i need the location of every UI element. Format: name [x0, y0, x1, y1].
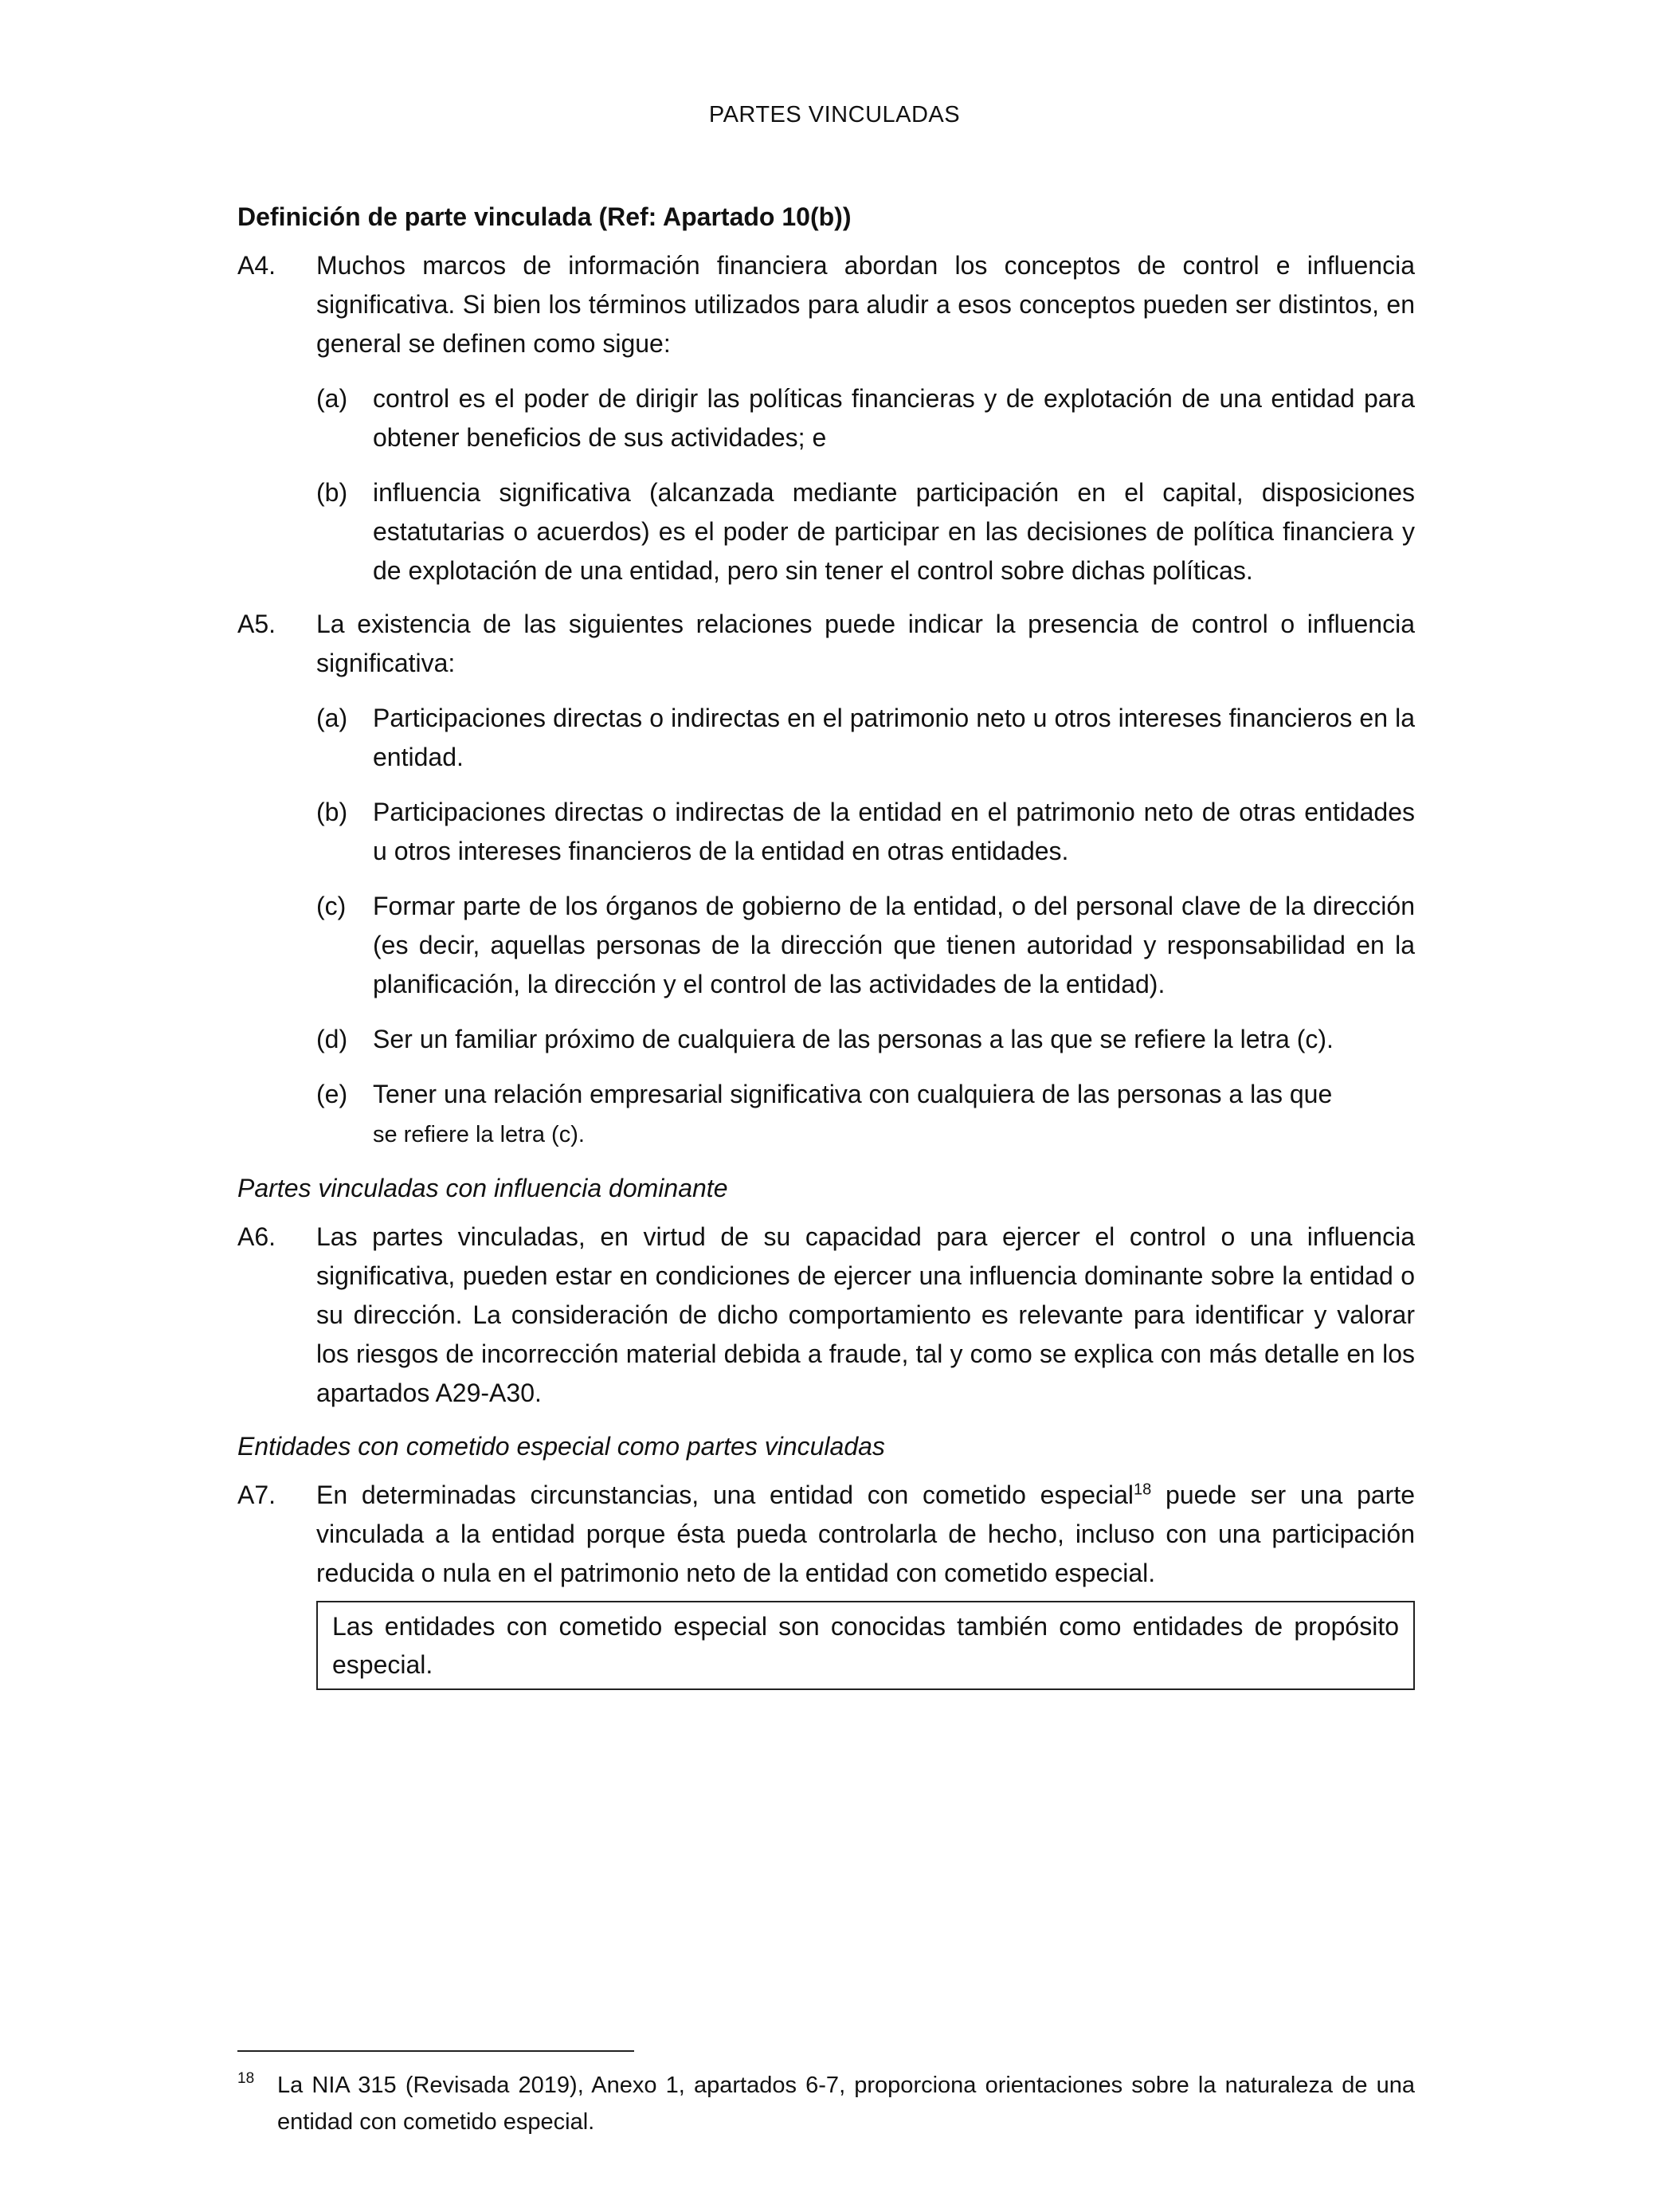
paragraph-body — [316, 1218, 1415, 1413]
list-item-letter: (b) — [316, 478, 348, 507]
list-item-text: control es el poder de dirigir las políticas financieras y de explotación de una entidad para obtener beneficios de sus actividades; e — [373, 384, 1415, 452]
paragraph-number: A4. — [237, 251, 276, 280]
list-item — [316, 379, 1415, 457]
paragraph-number: A6. — [237, 1222, 276, 1251]
paragraph-a7 — [237, 1476, 1415, 1690]
list-item-text: Formar parte de los órganos de gobierno de la entidad, o del personal clave de la dirección (es decir, aquellas personas de la dirección que tienen autoridad y responsabilidad en la planificación, la dirección y el control de las actividades de la entidad). — [373, 892, 1415, 998]
paragraph-a5 — [237, 605, 1415, 1155]
list-item — [316, 1020, 1415, 1059]
list-item-text: Ser un familiar próximo de cualquiera de las personas a las que se refiere la letra (c). — [373, 1025, 1334, 1053]
footnote-reference[interactable]: 18 — [1134, 1481, 1152, 1499]
footnote-text: La NIA 315 (Revisada 2019), Anexo 1, apartados 6-7, proporciona orientaciones sobre la naturaleza de una entidad con cometido especial. — [277, 2073, 1415, 2135]
list-item-text — [373, 1075, 1415, 1155]
list-item — [316, 887, 1415, 1004]
boxed-note: Las entidades con cometido especial son conocidas también como entidades de propósito especial. — [316, 1601, 1415, 1690]
footnote — [237, 2067, 1415, 2140]
paragraph-text-before-ref: En determinadas circunstancias, una entidad con cometido especial — [316, 1481, 1134, 1509]
section-heading-definition: Definición de parte vinculada (Ref: Apartado 10(b)) — [237, 202, 852, 231]
list-item-letter: (e) — [316, 1080, 348, 1108]
list-item-letter: (a) — [316, 384, 348, 413]
list-item-text: influencia significativa (alcanzada mediante participación en el capital, disposiciones estatutarias o acuerdos) es el poder de participar en las decisiones de política financiera y de explotación de una entidad, pero sin tener el control sobre dichas políticas. — [373, 478, 1415, 585]
list-item-letter: (b) — [316, 798, 348, 826]
running-header: PARTES VINCULADAS — [708, 102, 961, 127]
paragraph-a4 — [237, 246, 1415, 590]
list-item — [316, 473, 1415, 590]
list-item-text: Participaciones directas o indirectas en el patrimonio neto u otros intereses financieros en la entidad. — [373, 704, 1415, 771]
list-item-text-main: Tener una relación empresarial significativa con cualquiera de las personas a las que — [373, 1080, 1333, 1108]
paragraph-number: A7. — [237, 1481, 276, 1509]
paragraph-number: A5. — [237, 610, 276, 638]
list-item-text-tail: se refiere la letra (c). — [373, 1122, 585, 1147]
list-item — [316, 699, 1415, 777]
paragraph-intro: Muchos marcos de información financiera abordan los conceptos de control e influencia significativa. Si bien los términos utilizados para aludir a esos conceptos pueden ser distintos, en general se definen como sigue: — [316, 251, 1415, 358]
section-heading-dominant: Partes vinculadas con influencia dominante — [237, 1174, 728, 1202]
paragraph-text-after-ref: puede ser una parte vinculada a la entidad porque ésta pueda controlarla de hecho, incluso con una participación reducida o nula en el patrimonio neto de la entidad con cometido especial. — [316, 1481, 1416, 1587]
list-item-text: Participaciones directas o indirectas de la entidad en el patrimonio neto de otras entidades u otros intereses financieros de la entidad en otras entidades. — [373, 798, 1415, 865]
footnote-separator — [237, 2050, 634, 2052]
section-heading-special-purpose: Entidades con cometido especial como partes vinculadas — [237, 1432, 885, 1461]
list-item — [316, 793, 1415, 871]
list-item — [316, 1075, 1415, 1155]
list-item-letter: (a) — [316, 704, 348, 732]
paragraph-text: Las partes vinculadas, en virtud de su capacidad para ejercer el control o una influencia significativa, pueden estar en condiciones de ejercer una influencia dominante sobre la entidad o su dirección. La consideración de dicho comportamiento es relevante para identificar y valorar los riesgos de incorrección material debida a fraude, tal y como se explica con más detalle en los apartados A29-A30. — [316, 1222, 1415, 1407]
paragraph-body — [316, 605, 1415, 1155]
paragraph-body — [316, 1476, 1415, 1690]
paragraph-a6 — [237, 1218, 1415, 1413]
paragraph-body — [316, 246, 1415, 590]
document-body — [237, 198, 1415, 1704]
paragraph-text — [316, 1476, 1415, 1593]
footnote-mark: 18 — [237, 2070, 255, 2087]
list-item-letter: (c) — [316, 892, 347, 920]
paragraph-intro: La existencia de las siguientes relaciones puede indicar la presencia de control o influencia significativa: — [316, 610, 1415, 677]
list-item-letter: (d) — [316, 1025, 348, 1053]
